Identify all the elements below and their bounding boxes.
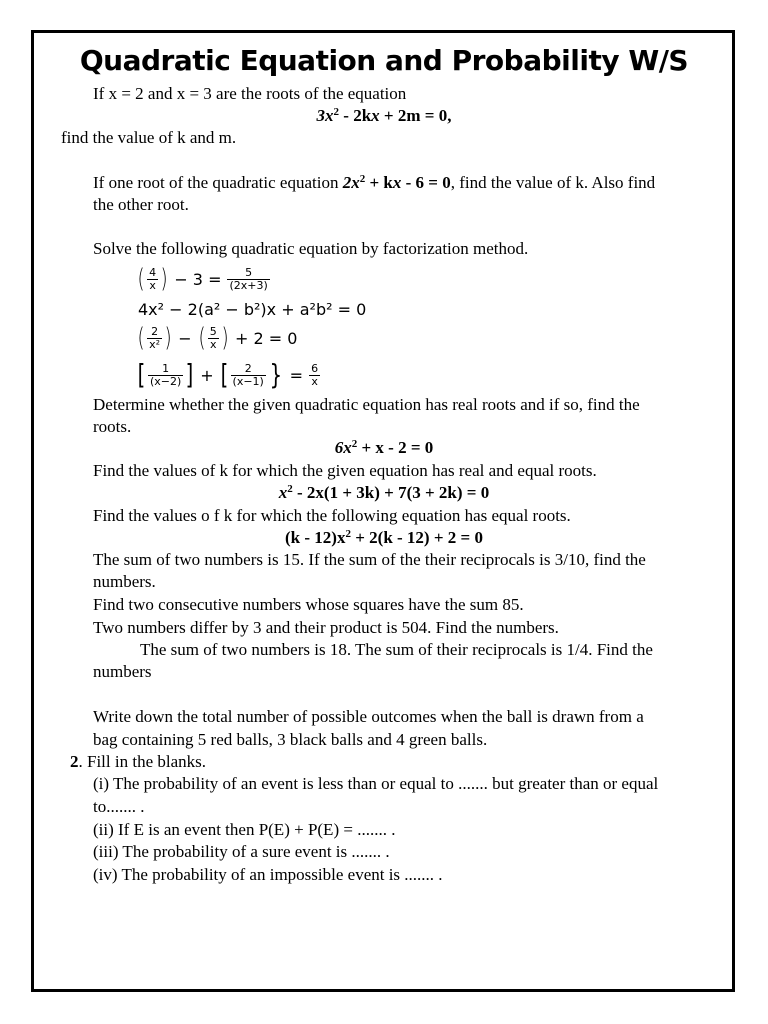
q12-item-iii: (iii) The probability of a sure event is ....... . <box>93 842 390 861</box>
q8-line: Find two consecutive numbers whose squares have the sum 85. <box>93 595 524 614</box>
q3-equation-2: 4x² − 2(a² − b²)x + a²b² = 0 <box>138 299 367 319</box>
q12-item-iv: (iv) The probability of an impossible event is ....... . <box>93 865 443 884</box>
q2-line1: If one root of the quadratic equation $2x^2$ + kx - 6 = 0, find the value of k. Also find <box>93 173 656 192</box>
q3-equation-4: [ $\frac{1}{(x-2)}$ ] + [ $\frac{2}{(x-1)}$ } = $\frac{6}{x}$ <box>137 358 319 391</box>
q6-line1: Find the values o f k for which the following equation has equal roots. <box>93 506 571 525</box>
q11-line1: Write down the total number of possible outcomes when the ball is drawn from a <box>93 707 644 726</box>
q4-line2: roots. <box>93 417 132 436</box>
q4-equation: $6x^2 + x - 2 = 0$ <box>334 438 434 457</box>
q12-item-ii: (ii) If E is an event then P(E) + P(E) = ....... . <box>93 820 396 839</box>
q10-line1: The sum of two numbers is 18. The sum of their reciprocals is 1/4. Find the <box>140 640 653 659</box>
q2-line2: the other root. <box>93 195 189 214</box>
q1-equation: $3x^2 - 2kx + 2m = 0$, <box>316 106 452 125</box>
q4-line1: Determine whether the given quadratic equation has real roots and if so, find the <box>93 395 640 414</box>
q12-item-i-line2: to....... . <box>93 797 145 816</box>
q3-intro: Solve the following quadratic equation by factorization method. <box>93 239 529 258</box>
q1-line1: If x = 2 and x = 3 are the roots of the equation <box>93 84 407 103</box>
q3-equation-3: ( $\frac{2}{\text{x²}}$ ) − ( $\frac{5}{x}$ ) + 2 = 0 <box>137 323 298 353</box>
q10-line2: numbers <box>93 662 152 681</box>
q6-equation: $(k - 12)x^2 + 2(k - 12) + 2 = 0$ <box>285 528 483 547</box>
q3-equation-1: ( $\frac{4}{x}$ ) − 3 = $\frac{5}{(2x+3)}$ <box>137 264 268 294</box>
q1-line2: find the value of k and m. <box>61 128 237 147</box>
q5-line1: Find the values of k for which the given equation has real and equal roots. <box>93 461 597 480</box>
q9-line: Two numbers differ by 3 and their product is 504. Find the numbers. <box>93 618 559 637</box>
q11-line2: bag containing 5 red balls, 3 black balls and 4 green balls. <box>93 730 488 749</box>
q12-heading: 2. Fill in the blanks. <box>70 752 206 771</box>
q5-equation: $x^2 - 2x(1 + 3k) + 7(3 + 2k) = 0$ <box>278 483 490 502</box>
q12-item-i-line1: (i) The probability of an event is less than or equal to ....... but greater than or equal <box>93 774 659 793</box>
page-title: Quadratic Equation and Probability W/S <box>79 44 689 77</box>
q7-line1: The sum of two numbers is 15. If the sum of the their reciprocals is 3/10, find the <box>93 550 646 569</box>
q7-line2: numbers. <box>93 572 156 591</box>
